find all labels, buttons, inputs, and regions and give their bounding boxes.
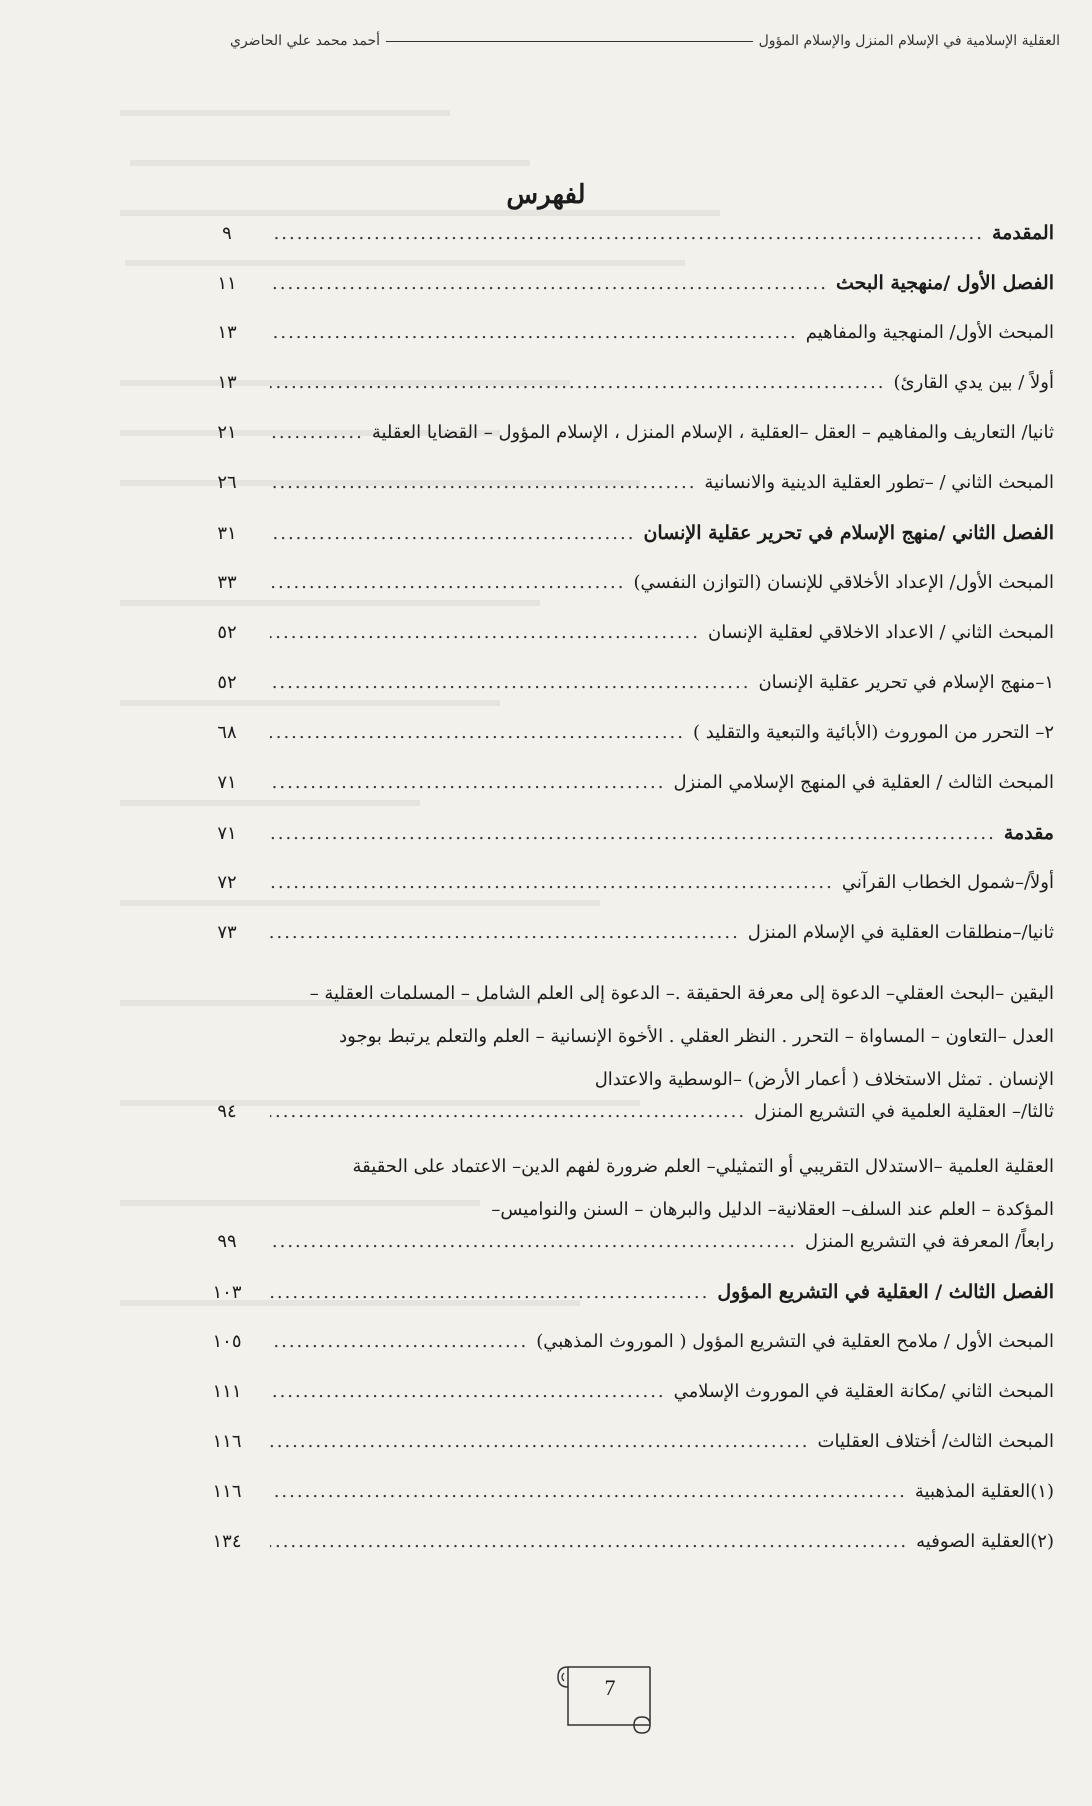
leader-dots [270,672,750,693]
leader-dots [270,273,828,294]
entry-label: (١)العقلية المذهبية [914,1481,1054,1502]
entry-page-number: ٣١ [217,523,237,544]
leader-dots [270,322,798,343]
entry-page-number: ٩٤ [217,1101,237,1122]
leader-dots [270,922,740,943]
leader-dots [270,872,834,893]
toc-entry [192,422,1054,472]
entry-page-number: ١٣٤ [212,1531,242,1552]
entry-page-number: ١١ [217,273,237,294]
leader-dots [270,1101,746,1122]
entry-label: ثانيا/–منطلقات العقلية في الإسلام المنزل [747,922,1054,943]
toc-entry [192,372,1054,422]
paragraph-line: العقلية العلمية –الاستدلال التقريبي أو التمثيلي– العلم ضرورة لفهم الدين– الاعتماد على الحقيقة [352,1156,1054,1177]
entry-page-number: ١٣ [217,322,237,343]
running-header [230,26,1060,56]
entry-label: المبحث الثالث/ أختلاف العقليات [817,1431,1054,1452]
toc-entry [192,222,1054,272]
entry-page-number: ٧١ [217,823,237,844]
entry-label: المبحث الأول/ المنهجية والمفاهيم [805,322,1054,343]
entry-page-number: ٥٢ [217,672,237,693]
toc-entry [192,1101,1054,1145]
entry-label: المقدمة [991,222,1054,244]
entry-page-number: ٢١ [217,422,237,443]
entry-label: الفصل الثاني /منهج الإسلام في تحرير عقلية الإنسان [643,522,1054,544]
header-rule [386,41,753,42]
entry-label: المبحث الأول / ملامح العقلية في التشريع المؤول ( الموروث المذهبي) [536,1331,1054,1352]
table-of-contents [192,222,1054,1581]
toc-list-secondary [192,1231,1054,1581]
entry-page-number: ١٣ [217,372,237,393]
entry-page-number: ١١١ [212,1381,242,1402]
toc-entry [192,922,1054,972]
page-number-scroll [550,1655,670,1735]
toc-entry [192,822,1054,872]
leader-dots [270,1282,709,1303]
leader-dots [270,1231,797,1252]
subtopics-paragraph-2 [192,1145,1054,1231]
index-title: لفهرس [506,180,586,210]
entry-label: المبحث الثاني / الاعداد الاخلاقي لعقلية الإنسان [708,622,1054,643]
toc-entry [192,722,1054,772]
toc-entry [192,472,1054,522]
toc-entry [192,1381,1054,1431]
entry-label: أولاً / بين يدي القارئ) [893,372,1054,393]
leader-dots [270,572,625,593]
paragraph-line: العدل –التعاون – المساواة – التحرر . النظر العقلي . الأخوة الإنسانية – العلم والتعلم يرتبط بوجود [339,1026,1054,1047]
toc-entry [192,322,1054,372]
leader-dots [270,523,635,544]
paragraph-line: المؤكدة – العلم عند السلف– العقلانية– الدليل والبرهان – السنن والنواميس– [491,1199,1054,1220]
toc-entry [192,522,1054,572]
leader-dots [270,1531,908,1552]
entry-label: المبحث الثاني / –تطور العقلية الدينية والانسانية [704,472,1054,493]
header-author: أحمد محمد علي الحاضري [230,33,381,49]
entry-label: ثانيا/ التعاريف والمفاهيم – العقل –العقلية ، الإسلام المنزل ، الإسلام المؤول – القضايا العقلية [371,422,1054,443]
entry-page-number: ١١٦ [212,1431,242,1452]
leader-dots [270,772,665,793]
page-number: 7 [604,1675,616,1700]
entry-label: المبحث الثالث / العقلية في المنهج الإسلامي المنزل [673,772,1054,793]
leader-dots [270,1431,810,1452]
entry-page-number: ٧٣ [217,922,237,943]
entry-label: مقدمة [1003,822,1054,844]
entry-label: الفصل الثالث / العقلية في التشريع المؤول [717,1281,1054,1303]
entry-label: (٢)العقلية الصوفيه [916,1531,1054,1552]
paragraph-line: الإنسان . تمثل الاستخلاف ( أعمار الأرض) –الوسطية والاعتدال [594,1069,1054,1090]
entry-page-number: ٩٩ [217,1231,237,1252]
header-book-title: العقلية الإسلامية في الإسلام المنزل والإسلام المؤول [758,33,1060,49]
entry-label: أولاً/–شمول الخطاب القرآني [841,872,1054,893]
leader-dots [270,372,886,393]
entry-label: ١–منهج الإسلام في تحرير عقلية الإنسان [758,672,1054,693]
entry-label: ثالثا/– العقلية العلمية في التشريع المنزل [754,1101,1054,1122]
entry-page-number: ٩ [222,223,232,244]
entry-page-number: ١١٦ [212,1481,242,1502]
toc-entry [192,1481,1054,1531]
entry-page-number: ١٠٣ [212,1282,242,1303]
entry-label: ٢– التحرر من الموروث (الأبائية والتبعية والتقليد ) [692,722,1054,743]
leader-dots [270,1331,528,1352]
leader-dots [270,472,696,493]
toc-entry [192,1231,1054,1281]
entry-page-number: ٧٢ [217,872,237,893]
toc-entry [192,872,1054,922]
leader-dots [270,223,984,244]
toc-entry [192,1431,1054,1481]
toc-entry [192,1531,1054,1581]
entry-page-number: ٥٢ [217,622,237,643]
toc-entry [192,1281,1054,1331]
toc-list-primary [192,222,1054,972]
subtopics-paragraph-1 [192,972,1054,1101]
toc-entry [192,572,1054,622]
entry-label: الفصل الأول /منهجية البحث [836,272,1054,294]
leader-dots [270,622,700,643]
entry-page-number: ٧١ [217,772,237,793]
leader-dots [270,722,685,743]
toc-entry [192,772,1054,822]
entry-page-number: ٢٦ [217,472,237,493]
toc-entry [192,1331,1054,1381]
toc-entry [192,622,1054,672]
entry-page-number: ٦٨ [217,722,237,743]
entry-page-number: ٣٣ [217,572,237,593]
toc-entry [192,272,1054,322]
entry-label: المبحث الأول/ الإعداد الأخلاقي للإنسان (التوازن النفسي) [633,572,1054,593]
entry-page-number: ١٠٥ [212,1331,242,1352]
leader-dots [270,1481,907,1502]
toc-entry [192,672,1054,722]
entry-label: المبحث الثاني /مكانة العقلية في الموروث الإسلامي [673,1381,1054,1402]
leader-dots [270,823,996,844]
leader-dots [270,1381,666,1402]
leader-dots [270,422,364,443]
paragraph-line: اليقين –البحث العقلي– الدعوة إلى معرفة الحقيقة .– الدعوة إلى العلم الشامل – المسلمات العقلية – [309,983,1054,1004]
entry-label: رابعاً/ المعرفة في التشريع المنزل [804,1231,1054,1252]
